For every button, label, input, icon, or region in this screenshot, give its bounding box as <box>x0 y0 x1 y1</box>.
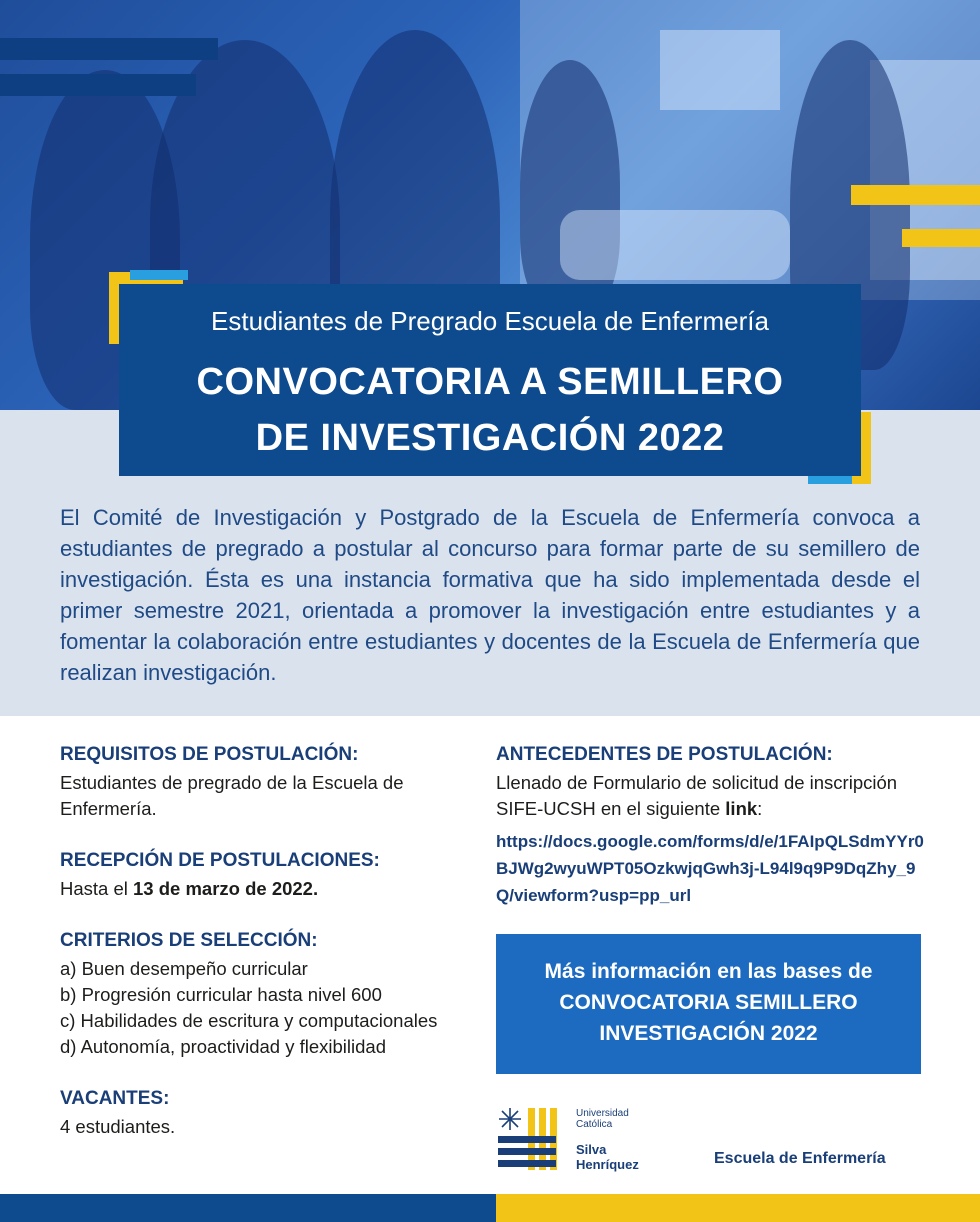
recepcion-date: 13 de marzo de 2022. <box>133 878 319 899</box>
info-line: INVESTIGACIÓN 2022 <box>599 1022 818 1045</box>
section-heading: RECEPCIÓN DE POSTULACIONES: <box>60 850 380 871</box>
recepcion-prefix: Hasta el <box>60 878 134 899</box>
section-text <box>496 770 926 822</box>
school-name: Escuela de Enfermería <box>714 1150 886 1167</box>
decor-bar <box>0 74 196 96</box>
uni-line: Universidad <box>576 1108 629 1119</box>
title-line: CONVOCATORIA A SEMILLERO <box>196 361 784 403</box>
subtitle: Estudiantes de Pregrado Escuela de Enfermería <box>211 306 769 336</box>
info-line: CONVOCATORIA SEMILLERO <box>559 991 858 1014</box>
section-text: Estudiantes de pregrado de la Escuela de Enfermería. <box>60 772 404 819</box>
list-item: b) Progresión curricular hasta nivel 600 <box>60 984 382 1005</box>
list-item: a) Buen desempeño curricular <box>60 958 308 979</box>
colon: : <box>757 798 763 819</box>
info-line: Más información en las bases de <box>544 960 873 983</box>
decor-bar <box>0 38 218 60</box>
section-heading: VACANTES: <box>60 1088 170 1109</box>
section-heading: REQUISITOS DE POSTULACIÓN: <box>60 744 359 765</box>
antecedentes-text: Llenado de Formulario de solicitud de inscripción SIFE-UCSH en el siguiente <box>496 772 898 819</box>
form-link[interactable]: https://docs.google.com/forms/d/e/1FAIpQLSdmYYr0BJWg2wyuWPT05OzkwjqGwh3j-L94l9q9P9DqZhy_9Q/viewform?usp=pp_url <box>496 832 924 905</box>
uni-line: Henríquez <box>576 1157 639 1172</box>
footer-bar-yellow <box>496 1194 980 1222</box>
section-text <box>60 876 470 902</box>
decor-bar <box>851 185 980 205</box>
list-item: c) Habilidades de escritura y computacionales <box>60 1010 438 1031</box>
decor-bar <box>902 229 980 247</box>
left-column <box>60 742 470 1166</box>
vacantes-section <box>60 1086 470 1140</box>
info-box[interactable] <box>496 934 921 1074</box>
decor-bar <box>808 476 852 484</box>
link-word: link <box>725 798 758 819</box>
section-heading: ANTECEDENTES DE POSTULACIÓN: <box>496 744 833 765</box>
university-name <box>576 1108 639 1172</box>
section-text: 4 estudiantes. <box>60 1116 176 1137</box>
intro-paragraph: El Comité de Investigación y Postgrado de la Escuela de Enfermería convoca a estudiantes de pregrado a postular al concurso para formar parte de su semillero de investigación. Ésta es una instancia formativa que ha sido implementada desde el primer semestre 2021, orientada a promover la investigación entre estudiantes y a fomentar la colaboración entre estudiantes y docentes de la Escuela de Enfermería que realizan investigación. <box>60 505 920 685</box>
decor-bar <box>130 270 188 280</box>
section-heading: CRITERIOS DE SELECCIÓN: <box>60 930 318 951</box>
footer-bar-blue <box>0 1194 496 1222</box>
title-box <box>119 284 861 476</box>
requisitos-section <box>60 742 470 822</box>
criterios-section <box>60 928 470 1060</box>
right-column <box>496 742 926 909</box>
uni-line: Silva <box>576 1142 607 1157</box>
recepcion-section <box>60 848 470 902</box>
uni-line: Católica <box>576 1119 613 1130</box>
list-item: d) Autonomía, proactividad y flexibilidad <box>60 1036 386 1057</box>
title-line: DE INVESTIGACIÓN 2022 <box>255 417 725 459</box>
page-title <box>119 354 861 466</box>
